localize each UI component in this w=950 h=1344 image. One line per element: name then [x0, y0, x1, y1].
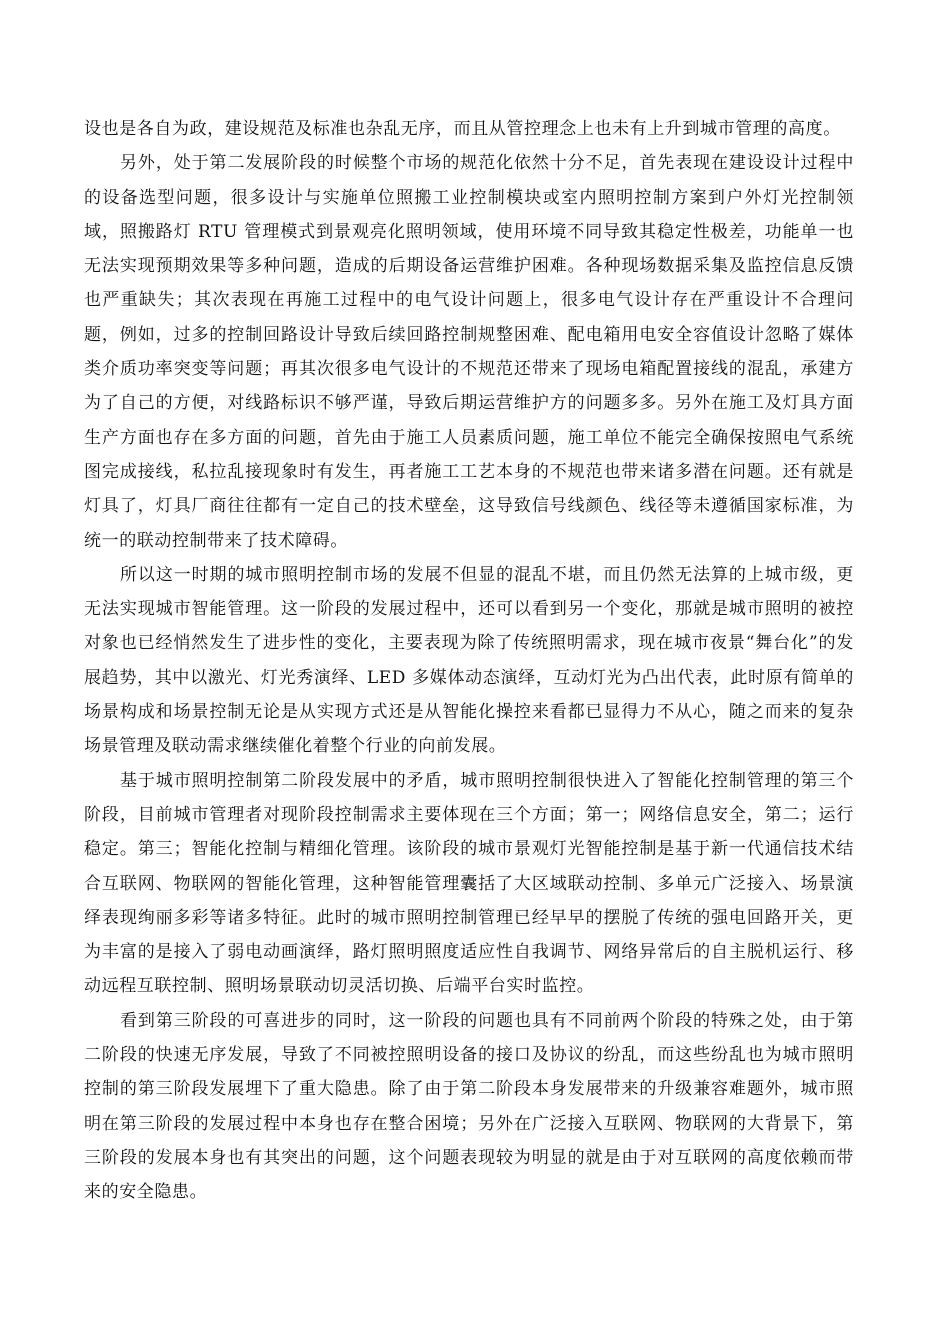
paragraph-4: 基于城市照明控制第二阶段发展中的矛盾，城市照明控制很快进入了智能化控制管理的第三个阶段，目前城市管理者对现阶段控制需求主要体现在三个方面；第一；网络信息安全，第二；运行稳定。第三；智能化控制与精细化管理。该阶段的城市景观灯光智能控制是基于新一代通信技术结合互联网、物联网的智能化管理，这种智能管理囊括了大区域联动控制、多单元广泛接入、场景演绎表现绚丽多彩等诸多特征。此时的城市照明控制管理已经早早的摆脱了传统的强电回路开关，更为丰富的是接入了弱电动画演绎，路灯照明照度适应性自我调节、网络异常后的自主脱机运行、移动远程互联控制、照明场景联动切灵活切换、后端平台实时监控。: [84, 770, 854, 997]
paragraph-1: 设也是各自为政，建设规范及标准也杂乱无序，而且从管控理念上也未有上升到城市管理的高度。: [84, 119, 841, 139]
paragraph-5: 看到第三阶段的可喜进步的同时，这一阶段的问题也具有不同前两个阶段的特殊之处，由于第二阶段的快速无序发展，导致了不同被控照明设备的接口及协议的纷乱，而这些纷乱也为城市照明控制的第三阶段发展埋下了重大隐患。除了由于第二阶段本身发展带来的升级兼容难题外，城市照明在第三阶段的发展过程中本身也存在整合困境；另外在广泛接入互联网、物联网的大背景下，第三阶段的发展本身也有其突出的问题，这个问题表现较为明显的就是由于对互联网的高度依赖而带来的安全隐患。: [84, 1010, 854, 1203]
paragraph-3: 所以这一时期的城市照明控制市场的发展不但显的混乱不堪，而且仍然无法算的上城市级，更无法实现城市智能管理。这一阶段的发展过程中，还可以看到另一个变化，那就是城市照明的被控对象也已经悄然发生了进步性的变化，主要表现为除了传统照明需求，现在城市夜景“舞台化”的发展趋势，其中以激光、灯光秀演绎、LED 多媒体动态演绎，互动灯光为凸出代表，此时原有简单的场景构成和场景控制无论是从实现方式还是从智能化操控来看都已显得力不从心，随之而来的复杂场景管理及联动需求继续催化着整个行业的向前发展。: [84, 564, 854, 757]
document-body: [84, 112, 854, 1210]
paragraph-2: 另外，处于第二发展阶段的时候整个市场的规范化依然十分不足，首先表现在建设设计过程中的设备选型问题，很多设计与实施单位照搬工业控制模块或室内照明控制方案到户外灯光控制领域，照搬路灯 RTU 管理模式到景观亮化照明领域，使用环境不同导致其稳定性极差，功能单一也无法实现预期效果等多种问题，造成的后期设备运营维护困难。各种现场数据采集及监控信息反馈也严重缺失；其次表现在再施工过程中的电气设计问题上，很多电气设计存在严重设计不合理问题，例如，过多的控制回路设计导致后续回路控制规整困难、配电箱用电安全容值设计忽略了媒体类介质功率突变等问题；再其次很多电气设计的不规范还带来了现场电箱配置接线的混乱，承建方为了自己的方便，对线路标识不够严谨，导致后期运营维护方的问题多多。另外在施工及灯具方面生产方面也存在多方面的问题，首先由于施工人员素质问题，施工单位不能完全确保按照电气系统图完成接线，私拉乱接现象时有发生，再者施工工艺本身的不规范也带来诸多潜在问题。还有就是灯具了，灯具厂商往往都有一定自己的技术壁垒，这导致信号线颜色、线径等未遵循国家标准，为统一的联动控制带来了技术障碍。: [84, 153, 854, 551]
